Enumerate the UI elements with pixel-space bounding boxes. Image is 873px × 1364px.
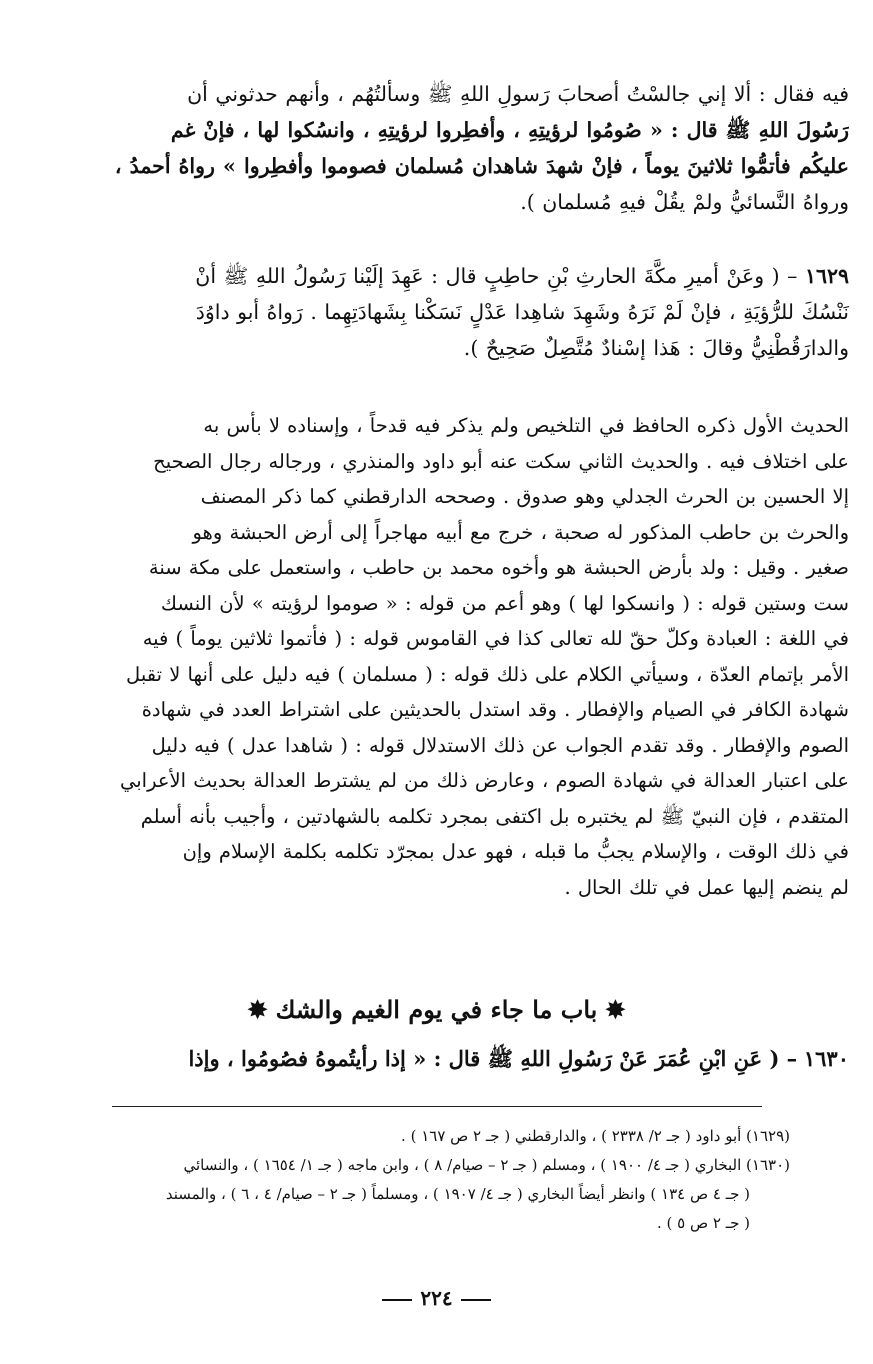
text-line: المتقدم ، فإن النبيّ ﷺ لم يختبره بل اكتفى بمجرد تكلمه بالشهادتين ، وأجيب بأنه أسلم (140, 804, 849, 828)
text-line: رَسُولَ اللهِ ﷺ قال : « صُومُوا لرؤيتِهِ ، وأفطِروا لرؤيتِهِ ، وانسُكوا لها ، فإنْ غم (170, 118, 849, 142)
text-line: شهادة الكافر في الصيام والإفطار . وقد استدل بالحديثين على اشتراط العدد في شهادة (141, 698, 849, 721)
text-line: في اللغة : العبادة وكلّ حقّ لله تعالى كذا في القاموس قوله : ( فأتموا ثلاثين يوماً ) فيه (142, 627, 849, 650)
text-line: على اختلاف فيه . والحديث الثاني سكت عنه أبو داود والمنذري ، ورجاله رجال الصحيح (153, 449, 849, 473)
text-line: على اعتبار العدالة في شهادة الصوم ، وعارض ذلك من لم يشترط العدالة بحديث الأعرابي (120, 769, 849, 792)
footnotes (60, 1122, 790, 1238)
page-number (0, 1286, 873, 1310)
text-line: لم ينضم إليها عمل في تلك الحال . (564, 875, 849, 899)
text-line: في ذلك الوقت ، والإسلام يجبُّ ما قبله ، فهو عدل بمجرّد تكلمه بكلمة الإسلام وإن (182, 840, 849, 863)
ornament-star-icon: ✸ (605, 995, 626, 1024)
footnote-divider (112, 1106, 762, 1107)
footnote-line: (١٦٢٩) أبو داود ( جـ ٢/ ٢٣٣٨ ) ، والدارقطني ( جـ ٢ ص ١٦٧ ) . (401, 1127, 790, 1145)
text-line: والدارَقُطْنِيُّ وقالَ : هَذا إسْنادٌ مُتَّصِلٌ صَحِيحٌ ). (463, 336, 849, 360)
footnote-line: ( جـ ٤ ص ١٣٤ ) وانظر أيضاً البخاري ( جـ ٤/ ١٩٠٧ ) ، ومسلماً ( جـ ٢ – صيام/ ٤ ، ٦ ) ، والمسند (165, 1185, 750, 1203)
text-line: صغير . وقيل : ولد بأرض الحبشة هو وأخوه محمد بن حاطب ، واستعمل على مكة سنة (148, 556, 849, 579)
text-line: الصوم والإفطار . وقد تقدم الجواب عن ذلك الاستدلال قوله : ( شاهدا عدل ) فيه دليل (151, 733, 849, 757)
ornament-star-icon: ✸ (247, 995, 268, 1024)
hadith-1629 (14, 258, 849, 366)
text-line: عليكُم فأتمُّوا ثلاثينَ يوماً ، فإنْ شهدَ شاهدان مُسلمان فصوموا وأفطِروا » رواهُ أحمدُ ، (114, 154, 849, 178)
text-line: فيه فقال : ألا إني جالسْتُ أصحابَ رَسولِ اللهِ ﷺ وسألتُهُم ، وأنهم حدثوني أن (187, 82, 849, 106)
text-line (14, 258, 849, 294)
dash-decoration (382, 1299, 412, 1301)
hadith-1630 (14, 1040, 849, 1078)
hadith-1628-continuation (14, 76, 849, 220)
footnote-line: ( جـ ٢ ص ٥ ) . (656, 1214, 750, 1232)
hadith-text: – ( وعَنْ أميرِ مكَّةَ الحارثِ بْنِ حاطِبٍ قال : عَهِدَ إلَيْنا رَسُولُ اللهِ ﷺ أنْ (195, 264, 798, 288)
dash-decoration (461, 1299, 491, 1301)
text-line: الأمر بإتمام العدّة ، وسيأتي الكلام على ذلك قوله : ( مسلمان ) فيه دليل على أنها لا تقبل (126, 662, 849, 686)
text-line: ورواهُ النَّسائيُّ ولمْ يقُلْ فيهِ مُسلمان ). (520, 190, 849, 214)
hadith-number: ١٦٢٩ (804, 264, 849, 288)
text-line: ست وستين قوله : ( وانسكوا لها ) وهو أعم من قوله : « صوموا لرؤيته » لأن النسك (160, 591, 849, 615)
text-line: والحرث بن حاطب المذكور له صحبة ، خرج مع أبيه مهاجراً إلى أرض الحبشة وهو (192, 520, 849, 544)
chapter-heading (0, 990, 873, 1030)
commentary (14, 408, 849, 905)
chapter-title: باب ما جاء في يوم الغيم والشك (275, 995, 598, 1024)
text-line: نَنْسُكَ للرُّؤيَةِ ، فإنْ لَمْ نَرَهُ وشَهِدَ شاهِدا عَدْلٍ نَسَكْنا بِشَهادَتِهِما . رَواهُ أبو داوُدَ (195, 300, 849, 324)
hadith-text: – ( عَنِ ابْنِ عُمَرَ عَنْ رَسُولِ اللهِ ﷺ قال : « إذا رأيتُموهُ فصُومُوا ، وإذا (188, 1046, 798, 1071)
text-line: الحديث الأول ذكره الحافظ في التلخيص ولم يذكر فيه قدحاً ، وإسناده لا بأس به (203, 414, 849, 437)
footnote-line: (١٦٣٠) البخاري ( جـ ٤/ ١٩٠٠ ) ، ومسلم ( جـ ٢ – صيام/ ٨ ) ، وابن ماجه ( جـ ١/ ١٦٥٤ ) ، والنسائي (183, 1156, 790, 1174)
page-number-text: ٢٢٤ (420, 1286, 453, 1310)
text-line: إلا الحسين بن الحرث الجدلي وهو صدوق . وصححه الدارقطني كما ذكر المصنف (200, 485, 849, 508)
hadith-number: ١٦٣٠ (803, 1046, 849, 1071)
